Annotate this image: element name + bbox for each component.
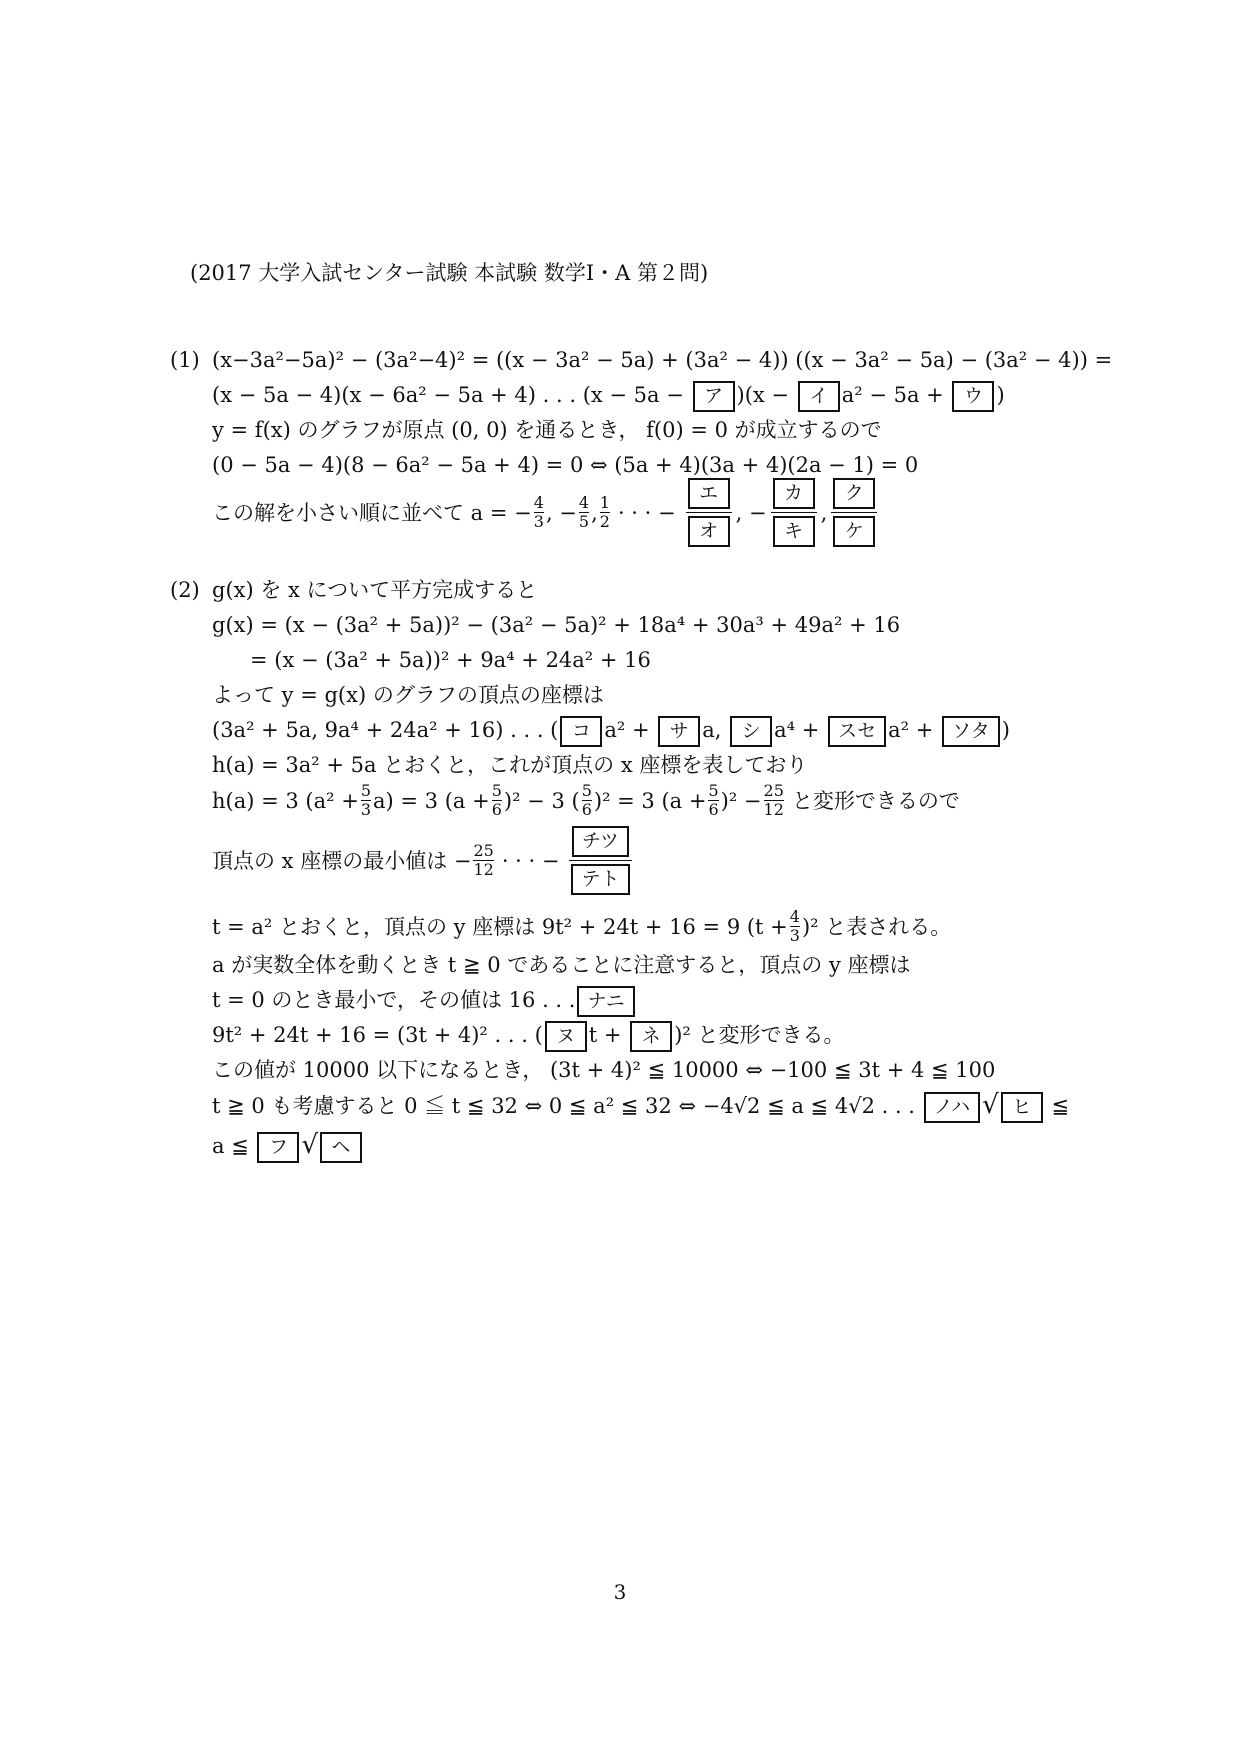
term: a⁴ + bbox=[774, 718, 820, 742]
answer-box-ko: コ bbox=[560, 716, 602, 747]
answer-box-nani: ナニ bbox=[577, 986, 634, 1017]
denominator: 2 bbox=[599, 512, 610, 531]
term: )² と変形できる。 bbox=[674, 1023, 845, 1047]
denominator: 12 bbox=[763, 800, 784, 819]
part2-line11 bbox=[212, 985, 637, 1017]
boxed-fraction-chitsu-teto bbox=[569, 826, 631, 895]
fraction-25-12 bbox=[764, 782, 784, 819]
term: t = 0 のとき最小で，その値は 16 . . . bbox=[212, 988, 576, 1012]
separator: , bbox=[591, 500, 598, 525]
part1-line2-mid2: a² − 5a + bbox=[841, 383, 944, 407]
answer-box-sa: サ bbox=[658, 716, 700, 747]
answer-box-fu: フ bbox=[257, 1132, 299, 1163]
answer-box-he: ヘ bbox=[320, 1132, 362, 1163]
denominator: 5 bbox=[578, 512, 590, 531]
part2-line8 bbox=[212, 826, 636, 895]
fraction-bar bbox=[686, 512, 732, 513]
fraction-bar bbox=[771, 512, 817, 513]
answer-box-ki: キ bbox=[773, 516, 815, 547]
part2-line10: a が実数全体を動くとき t ≧ 0 であることに注意すると，頂点の y 座標は bbox=[212, 953, 911, 977]
separator: , bbox=[820, 500, 828, 525]
numerator: 5 bbox=[491, 781, 502, 800]
fraction-5-6 bbox=[708, 782, 718, 819]
term: t + bbox=[588, 1023, 622, 1047]
part1-line4: (0 − 5a − 4)(8 − 6a² − 5a + 4) = 0 ⇔ (5a + 4)(3a + 4)(2a − 1) = 0 bbox=[212, 453, 919, 477]
answer-box-i: イ bbox=[798, 381, 840, 412]
fraction-4-3 bbox=[790, 908, 800, 945]
boxed-fraction-ku-ke bbox=[831, 478, 877, 547]
term: a ≦ bbox=[212, 1134, 249, 1158]
part2-line7 bbox=[212, 782, 960, 819]
part2-line6: h(a) = 3a² + 5a とおくと，これが頂点の x 座標を表しており bbox=[212, 753, 808, 777]
answer-box-teto: テト bbox=[571, 864, 629, 895]
fraction-25-12 bbox=[473, 842, 493, 879]
term: )² と表される。 bbox=[801, 914, 952, 939]
part2-line1: g(x) を x について平方完成すると bbox=[212, 578, 538, 602]
fraction-4-5 bbox=[579, 494, 589, 531]
part2-line2: g(x) = (x − (3a² + 5a))² − (3a² − 5a)² + 18a⁴ + 30a³ + 49a² + 16 bbox=[212, 613, 901, 637]
part2-line13: この値が 10000 以下になるとき， (3t + 4)² ≦ 10000 ⇔ −100 ≦ 3t + 4 ≦ 100 bbox=[212, 1058, 996, 1082]
part1-line2-mid1: )(x − bbox=[736, 383, 790, 407]
part2-line3: = (x − (3a² + 5a))² + 9a⁴ + 24a² + 16 bbox=[250, 648, 651, 672]
denominator: 12 bbox=[473, 860, 494, 879]
fraction-bar bbox=[831, 512, 877, 513]
numerator: 5 bbox=[708, 781, 719, 800]
boxed-fraction-ka-ki bbox=[771, 478, 817, 547]
answer-box-chitsu: チツ bbox=[572, 826, 629, 857]
answer-box-ke: ケ bbox=[833, 516, 875, 547]
term: ) bbox=[1001, 718, 1010, 742]
term: 頂点の x 座標の最小値は − bbox=[212, 848, 472, 873]
term: 9t² + 24t + 16 = (3t + 4)² . . . ( bbox=[212, 1023, 543, 1047]
answer-box-a: ア bbox=[693, 381, 735, 412]
denominator: 6 bbox=[491, 800, 502, 819]
part2-line14 bbox=[212, 1090, 1069, 1123]
answer-box-o: オ bbox=[688, 516, 730, 547]
answer-box-ka: カ bbox=[773, 478, 815, 509]
term: h(a) = 3 (a² + bbox=[212, 788, 359, 813]
answer-box-suse: スセ bbox=[828, 716, 886, 747]
answer-box-hi: ヒ bbox=[1001, 1092, 1043, 1123]
part1-line2 bbox=[212, 380, 1005, 412]
separator: , − bbox=[735, 500, 767, 525]
fraction-1-2 bbox=[600, 494, 610, 531]
answer-box-e: エ bbox=[688, 478, 730, 509]
part2-line5-pre: (3a² + 5a, 9a⁴ + 24a² + 16) . . . ( bbox=[212, 718, 559, 742]
term: t ≧ 0 も考慮すると 0 ≦ t ≦ 32 ⇔ 0 ≦ a² ≦ 32 ⇔ −4√2 ≦ a ≦ 4√2 . . . bbox=[212, 1094, 915, 1118]
fraction-5-6 bbox=[582, 782, 592, 819]
term: )² − 3 ( bbox=[503, 788, 580, 813]
numerator: 4 bbox=[578, 493, 590, 512]
boxed-fraction-e-o bbox=[686, 478, 732, 547]
part1-line5 bbox=[212, 478, 881, 547]
numerator: 4 bbox=[789, 907, 800, 926]
answer-box-nu: ヌ bbox=[545, 1021, 587, 1052]
part1-line1: (x−3a²−5a)² − (3a²−4)² = ((x − 3a² − 5a) + (3a² − 4)) ((x − 3a² − 5a) − (3a² − 4)) = bbox=[212, 348, 1113, 372]
numerator: 1 bbox=[599, 493, 610, 512]
sqrt-sign: √ bbox=[301, 1130, 319, 1160]
part1-line3: y = f(x) のグラフが原点 (0, 0) を通るとき， f(0) = 0 が成立するので bbox=[212, 418, 882, 442]
fraction-5-3 bbox=[361, 782, 371, 819]
term: a² + bbox=[888, 718, 934, 742]
part2-line9 bbox=[212, 908, 951, 945]
denominator: 3 bbox=[789, 926, 800, 945]
fraction-4-3 bbox=[534, 494, 544, 531]
sqrt-sign: √ bbox=[982, 1090, 999, 1120]
answer-box-sota: ソタ bbox=[942, 716, 1000, 747]
numerator: 5 bbox=[581, 781, 592, 800]
separator: , − bbox=[545, 500, 577, 525]
term: )² = 3 (a + bbox=[593, 788, 707, 813]
answer-box-ne: ネ bbox=[630, 1021, 672, 1052]
page-number: 3 bbox=[613, 1580, 627, 1604]
term: a² + bbox=[604, 718, 650, 742]
numerator: 25 bbox=[473, 841, 494, 860]
term: )² − bbox=[720, 788, 762, 813]
numerator: 25 bbox=[763, 781, 784, 800]
denominator: 3 bbox=[533, 512, 544, 531]
numerator: 5 bbox=[360, 781, 372, 800]
term: a) = 3 (a + bbox=[373, 788, 490, 813]
part2-line5 bbox=[212, 715, 1010, 747]
term: t = a² とおくと，頂点の y 座標は 9t² + 24t + 16 = 9 (t + bbox=[212, 914, 788, 939]
part1-line5-pre: この解を小さい順に並べて a = − bbox=[212, 500, 532, 525]
answer-box-shi: シ bbox=[730, 716, 772, 747]
answer-box-ku: ク bbox=[833, 478, 875, 509]
term: a, bbox=[702, 718, 722, 742]
answer-box-u: ウ bbox=[952, 381, 994, 412]
part2-line15 bbox=[212, 1130, 364, 1163]
part2-label: (2) bbox=[170, 578, 200, 602]
answer-box-noha: ノハ bbox=[924, 1092, 980, 1123]
page-title: (2017 大学入試センター試験 本試験 数学Ⅰ・A 第２問) bbox=[190, 261, 709, 285]
part1-label: (1) bbox=[170, 348, 200, 372]
numerator: 4 bbox=[533, 493, 544, 512]
ellipsis: · · · − bbox=[617, 500, 676, 525]
part2-line4: よって y = g(x) のグラフの頂点の座標は bbox=[212, 683, 604, 707]
ellipsis: · · · − bbox=[501, 848, 560, 873]
fraction-5-6 bbox=[492, 782, 502, 819]
term: と変形できるので bbox=[791, 788, 960, 813]
denominator: 6 bbox=[581, 800, 592, 819]
denominator: 3 bbox=[360, 800, 372, 819]
denominator: 6 bbox=[708, 800, 719, 819]
part2-line12 bbox=[212, 1020, 844, 1052]
part1-line2-end: ) bbox=[996, 383, 1005, 407]
term: ≦ bbox=[1051, 1094, 1070, 1118]
fraction-bar bbox=[569, 860, 631, 861]
part1-line2-pre: (x − 5a − 4)(x − 6a² − 5a + 4) . . . (x − 5a − bbox=[212, 383, 684, 407]
